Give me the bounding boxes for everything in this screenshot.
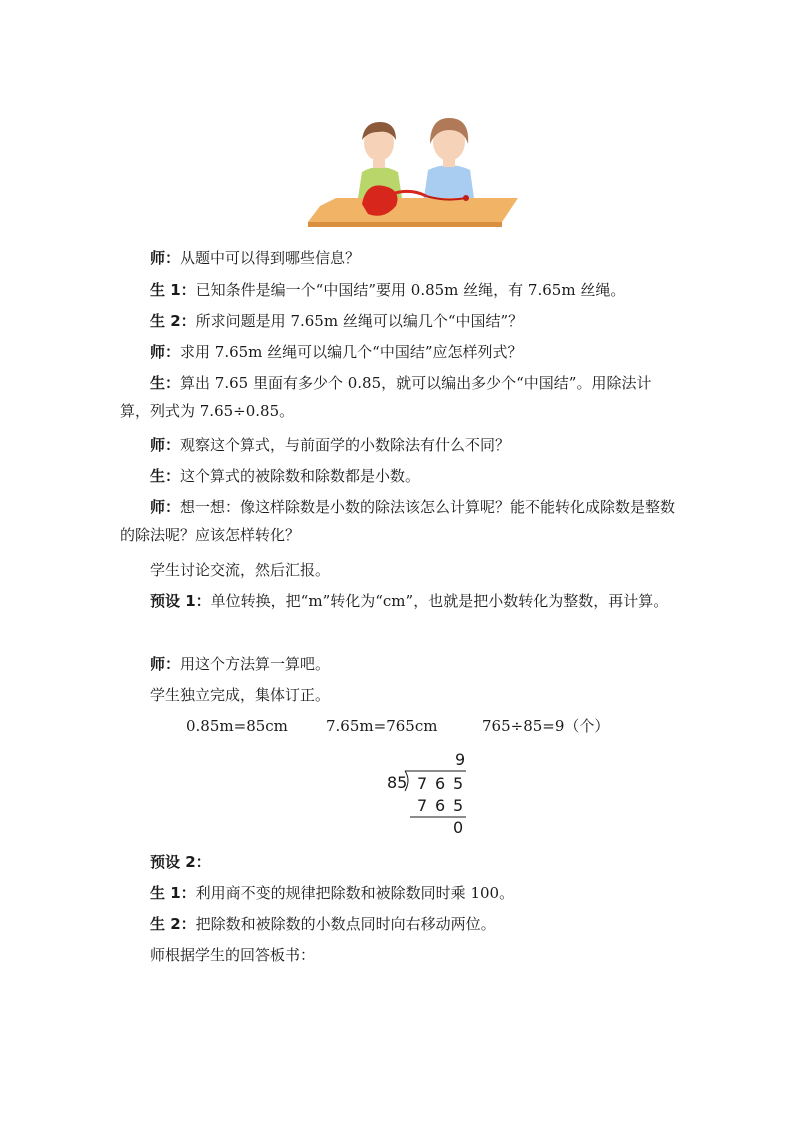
dialogue-line: 师：从题中可以得到哪些信息？ bbox=[150, 249, 361, 267]
remainder: 0 bbox=[453, 818, 464, 837]
students-chinese-knot-illustration bbox=[306, 110, 520, 232]
dialogue-line: 师：用这个方法算一算吧。 bbox=[150, 655, 331, 673]
dialogue-line: 生：算出 7.65 里面有多少个 0.85，就可以编出多少个“中国结”。用除法计算，列式为 7.65÷0.85。 bbox=[120, 374, 652, 420]
dialogue-line: 生 1：已知条件是编一个“中国结”要用 0.85m 丝绳，有 7.65m 丝绳。 bbox=[150, 281, 626, 299]
dialogue-line: 师根据学生的回答板书： bbox=[150, 946, 316, 964]
division-result: 765÷85=9（个） bbox=[482, 717, 610, 735]
dialogue-line: 生：这个算式的被除数和除数都是小数。 bbox=[150, 467, 421, 485]
dialogue-line: 预设 2： bbox=[150, 853, 211, 871]
dialogue-line: 师：求用 7.65m 丝绳可以编几个“中国结”应怎样列式？ bbox=[150, 343, 523, 361]
dialogue-line: 师：观察这个算式，与前面学的小数除法有什么不同？ bbox=[150, 436, 511, 454]
dividend-digit: 5 bbox=[453, 774, 464, 793]
dialogue-line: 生 2：把除数和被除数的小数点同时向右移动两位。 bbox=[150, 915, 496, 933]
conversion-085: 0.85m=85cm bbox=[186, 717, 288, 735]
quotient: 9 bbox=[455, 750, 466, 769]
product-digit: 5 bbox=[453, 796, 464, 815]
divisor: 85 bbox=[387, 773, 408, 792]
conversion-765: 7.65m=765cm bbox=[326, 717, 438, 735]
product-digit: 7 bbox=[417, 796, 428, 815]
dialogue-line: 学生独立完成，集体订正。 bbox=[150, 686, 331, 704]
dividend-digit: 6 bbox=[435, 774, 446, 793]
dividend-digit: 7 bbox=[417, 774, 428, 793]
dialogue-line: 预设 1：单位转换，把“m”转化为“cm”，也就是把小数转化为整数，再计算。 bbox=[150, 592, 669, 610]
dialogue-line: 学生讨论交流，然后汇报。 bbox=[150, 561, 331, 579]
long-division bbox=[380, 747, 490, 839]
dialogue-line: 生 2：所求问题是用 7.65m 丝绳可以编几个“中国结”？ bbox=[150, 312, 524, 330]
dialogue-line: 生 1：利用商不变的规律把除数和被除数同时乘 100。 bbox=[150, 884, 515, 902]
product-digit: 6 bbox=[435, 796, 446, 815]
dialogue-line: 师：想一想：像这样除数是小数的除法该怎么计算呢？能不能转化成除数是整数的除法呢？应该怎样转化？ bbox=[120, 498, 676, 544]
